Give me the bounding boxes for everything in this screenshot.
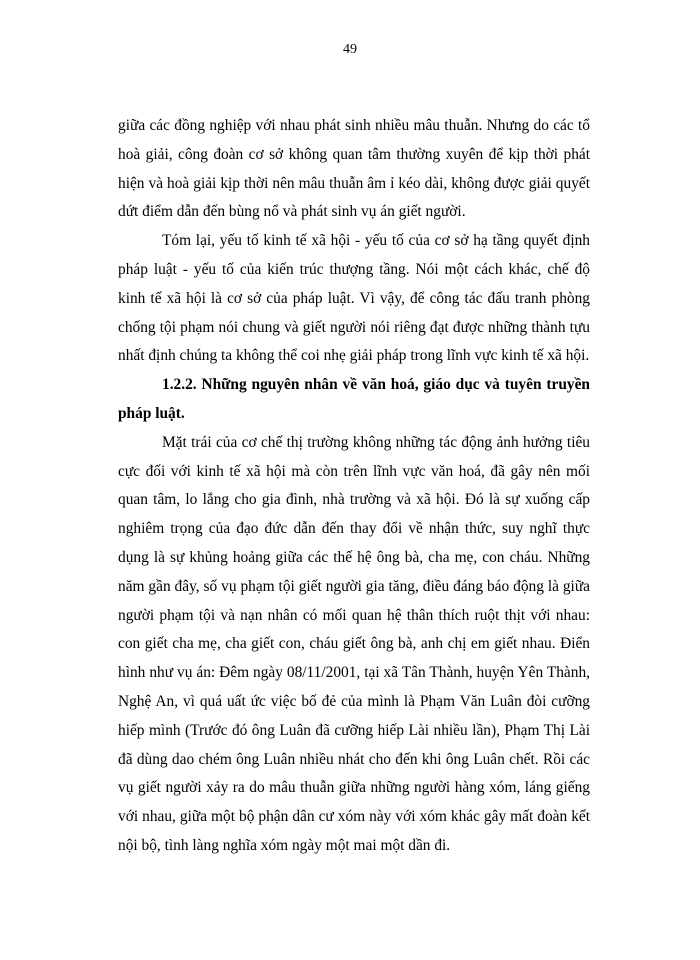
page-number: 49 bbox=[343, 42, 357, 57]
paragraph: Mặt trái của cơ chế thị trường không những tác động ảnh hưởng tiêu cực đối với kinh tế xã hội mà còn trên lĩnh vực văn hoá, đã gây nên mối quan tâm, lo lắng cho gia đình, nhà trường và xã hội. Đó là sự xuống cấp nghiêm trọng của đạo đức dẫn đến thay đổi về nhận thức, suy nghĩ thực dụng là sự khủng hoảng giữa các thế hệ ông bà, cha mẹ, con cháu. Những năm gần đây, số vụ phạm tội giết người gia tăng, điều đáng báo động là giữa người phạm tội và nạn nhân có mối quan hệ thân thích ruột thịt với nhau: con giết cha mẹ, cha giết con, cháu giết ông bà, anh chị em giết nhau. Điển hình như vụ án: Đêm ngày 08/11/2001, tại xã Tân Thành, huyện Yên Thành, Nghệ An, vì quá uất ức việc bố đẻ của mình là Phạm Văn Luân đòi cưỡng hiếp mình (Trước đó ông Luân đã cưỡng hiếp Lài nhiều lần), Phạm Thị Lài đã dùng dao chém ông Luân nhiều nhát cho đến khi ông Luân chết. Rồi các vụ giết người xảy ra do mâu thuẫn giữa những người hàng xóm, láng giếng với nhau, giữa một bộ phận dân cư xóm này với xóm khác gây mất đoàn kết nội bộ, tình làng nghĩa xóm ngày một mai một dần đi. bbox=[118, 433, 590, 854]
paragraph: Tóm lại, yếu tố kinh tế xã hội - yếu tố của cơ sở hạ tầng quyết định pháp luật - yếu tố của kiến trúc thượng tầng. Nói một cách khác, chế độ kinh tế xã hội là cơ sở của pháp luật. Vì vậy, để công tác đấu tranh phòng chống tội phạm nói chung và giết người nói riêng đạt được những thành tựu nhất định chúng ta không thể coi nhẹ giải pháp trong lĩnh vực kinh tế xã hội. bbox=[118, 232, 590, 365]
paragraph: giữa các đồng nghiệp với nhau phát sinh nhiều mâu thuẫn. Nhưng do các tổ hoà giải, công đoàn cơ sở không quan tâm thường xuyên để kịp thời phát hiện và hoà giải kịp thời nên mâu thuẫn âm ỉ kéo dài, không được giải quyết dứt điểm dẫn đến bùng nổ và phát sinh vụ án giết người. bbox=[118, 117, 590, 221]
body-text bbox=[118, 112, 590, 861]
section-heading: 1.2.2. Những nguyên nhân về văn hoá, giáo dục và tuyên truyền pháp luật. bbox=[118, 376, 590, 422]
